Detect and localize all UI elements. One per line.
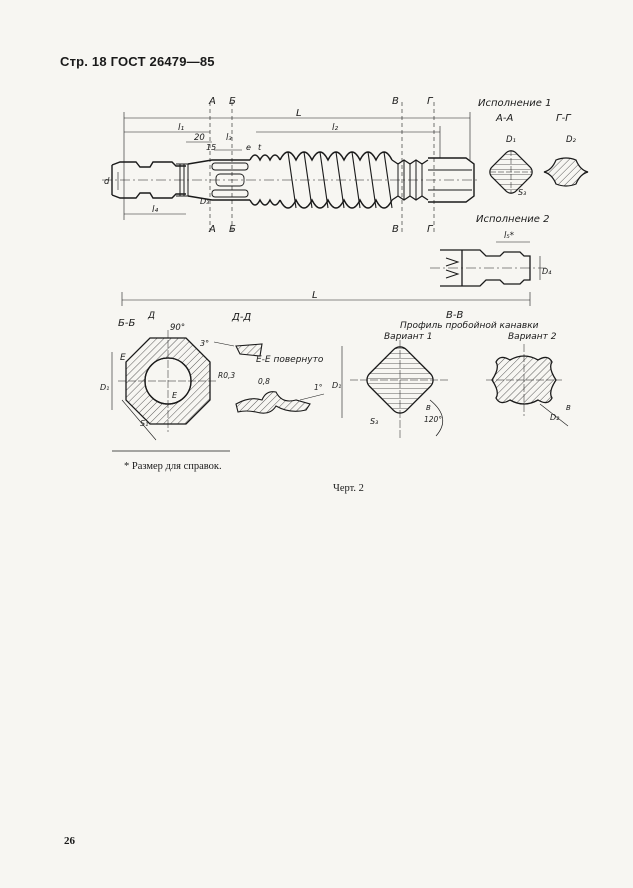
groove-variant1-shape [342, 340, 450, 440]
dim-R03: R0,3 [218, 371, 236, 380]
mark-G-bottom: Г [427, 224, 433, 235]
dim-S3-VV: S₃ [370, 417, 379, 426]
dim-e: e [246, 143, 251, 152]
dim-D2-VV: D₂ [550, 413, 560, 422]
standard-number: ГОСТ 26479—85 [110, 54, 215, 69]
variant1-title: Исполнение 1 [478, 98, 552, 109]
dim-l5: l₅* [504, 231, 515, 241]
dim-l3: l₃ [226, 133, 232, 143]
dim-l1: l₁ [178, 123, 185, 133]
page-label: Стр. 18 [60, 54, 107, 69]
dim-D1-VV: D₁ [332, 381, 342, 390]
mark-D-top: Д [148, 311, 156, 321]
dim-L-bottom: L [312, 290, 318, 301]
mark-V-bottom: В [392, 224, 399, 235]
section-VV-label: В-В [446, 310, 464, 321]
section-DD-label: Д-Д [232, 312, 252, 323]
angle-120: 120° [424, 415, 443, 424]
mark-G-top: Г [427, 96, 433, 107]
mark-A-bottom: А [209, 224, 216, 235]
angle-90: 90° [170, 323, 186, 333]
dim-S3-AA: S₃ [518, 188, 527, 197]
dim-l4: l₄ [152, 205, 159, 215]
mark-E-center: Е [172, 391, 178, 400]
dim-D3: D₃ [200, 197, 210, 206]
dim-D2-GG: D₂ [566, 135, 576, 145]
dim-D1-AA: D₁ [506, 135, 516, 145]
section-BB-label: Б-Б [118, 318, 136, 329]
figure-caption: Черт. 2 [333, 483, 364, 494]
section-GG-shape [544, 158, 588, 186]
section-DD-shape [214, 342, 262, 356]
variant-1-label: Вариант 1 [384, 332, 433, 342]
dim-D4: D₄ [542, 267, 552, 276]
dim-S1-BB: S₁ [140, 419, 149, 428]
page-number: 26 [64, 835, 75, 847]
mark-V-top: В [392, 96, 399, 107]
dim-B2: B [566, 404, 571, 412]
dim-20: 20 [194, 133, 205, 143]
section-AA-shape [487, 148, 535, 196]
groove-profile-title: Профиль пробойной канавки [400, 321, 539, 331]
dim-d: d [104, 177, 110, 187]
dim-15: 15 [206, 143, 217, 152]
dim-D1-BB: D₁ [100, 383, 110, 392]
mark-B-top: Б [229, 96, 236, 107]
mark-A-top: А [209, 96, 216, 107]
dim-t: t [258, 143, 262, 152]
dim-L-top: L [296, 108, 302, 119]
variant-2-label: Вариант 2 [508, 332, 557, 342]
variant2-title: Исполнение 2 [476, 214, 550, 225]
footnote: * Размер для справок. [124, 461, 222, 472]
section-GG-label: Г-Г [556, 113, 571, 124]
mark-B-bottom: Б [229, 224, 236, 235]
angle-3: 3° [200, 339, 210, 348]
section-EE-shape [236, 392, 324, 413]
angle-1: 1° [314, 383, 323, 392]
mark-E-left: Е [120, 353, 126, 363]
dim-B: B [426, 404, 431, 412]
variant2-end [430, 242, 546, 286]
dim-l2: l₂ [332, 123, 339, 133]
dim-08: 0,8 [258, 377, 270, 386]
E-rotated-label: Е-Е повернуто [256, 355, 324, 365]
section-AA-label: А-А [496, 113, 514, 124]
rod-main-view [102, 152, 480, 208]
